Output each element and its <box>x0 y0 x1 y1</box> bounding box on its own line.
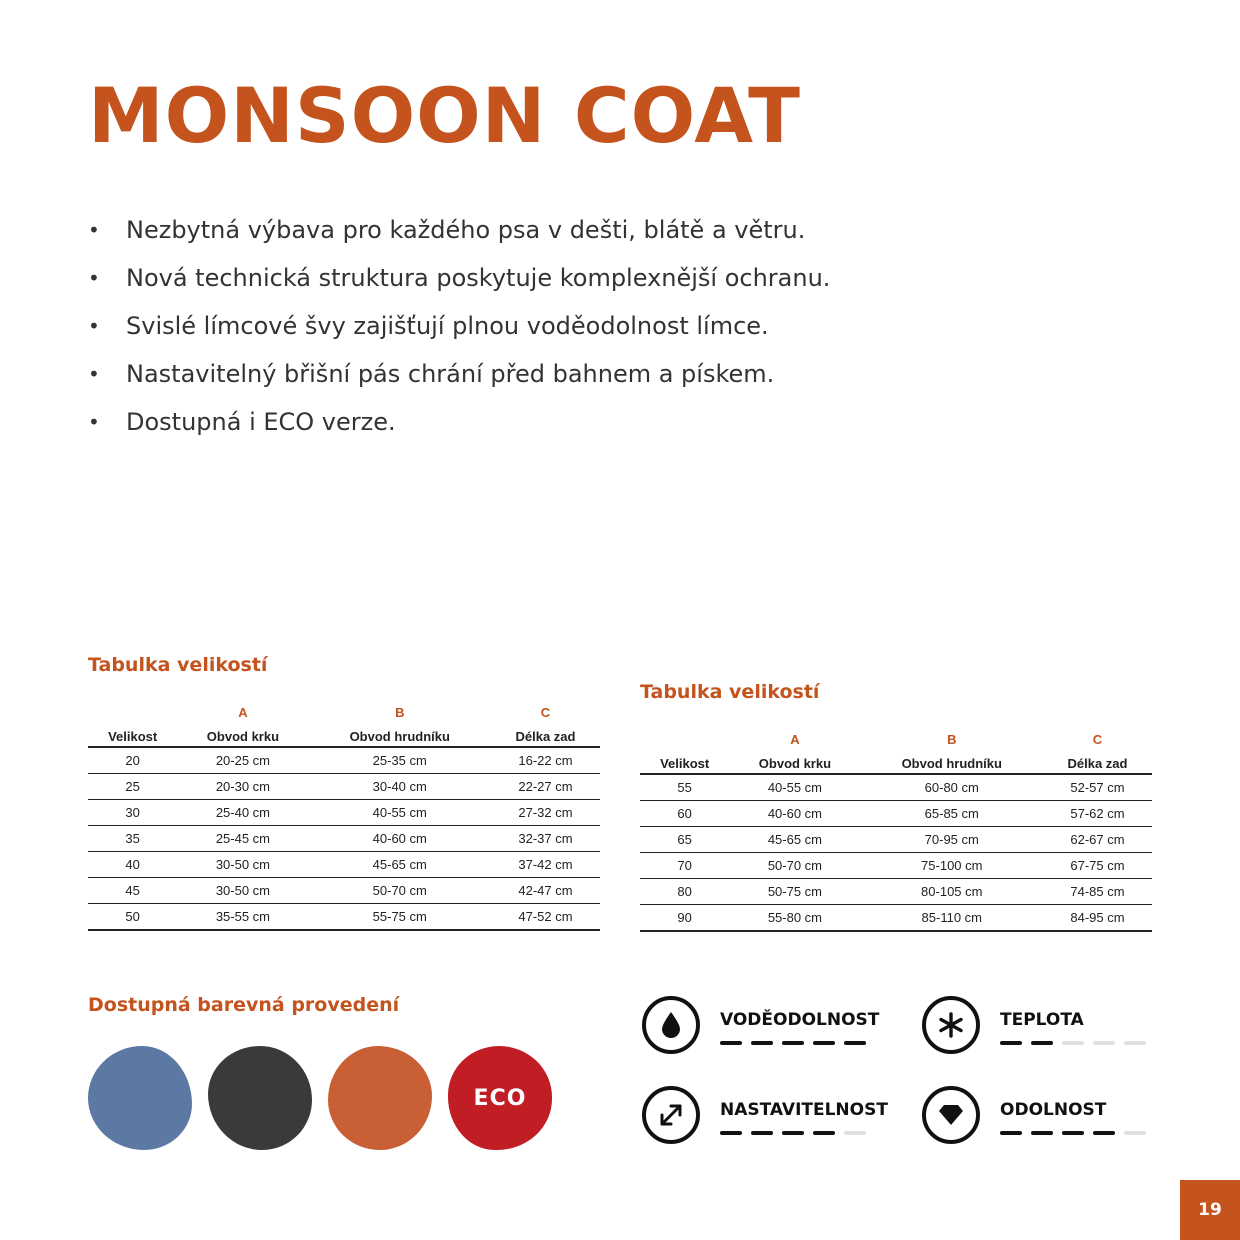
column-header: Obvod krku <box>729 747 860 774</box>
table-cell: 40-60 cm <box>729 801 860 827</box>
table-cell: 20 <box>88 747 177 774</box>
table-cell: 30-50 cm <box>177 878 308 904</box>
rating-segment-filled <box>720 1131 742 1135</box>
rating-segment-filled <box>1000 1131 1022 1135</box>
table-row <box>88 774 600 800</box>
column-header: Obvod krku <box>177 720 308 747</box>
rating-bar <box>1000 1131 1146 1135</box>
table-row <box>640 905 1152 932</box>
eco-label: ECO <box>473 1085 527 1111</box>
table-row <box>640 879 1152 905</box>
table-cell: 42-47 cm <box>491 878 600 904</box>
table-cell: 22-27 cm <box>491 774 600 800</box>
size-table-title: Tabulka velikostí <box>640 681 820 703</box>
water-drop-icon <box>642 996 700 1054</box>
table-cell: 25-40 cm <box>177 800 308 826</box>
table-cell: 84-95 cm <box>1043 905 1152 932</box>
rating-segment-empty <box>1062 1041 1084 1045</box>
rating-segment-filled <box>813 1041 835 1045</box>
color-swatch-red-eco[interactable] <box>448 1046 552 1150</box>
column-letter <box>88 702 177 720</box>
feature-item: • Svislé límcové švy zajišťují plnou voděodolnost límce. <box>88 302 830 350</box>
rating-segment-empty <box>1124 1131 1146 1135</box>
property-durability <box>920 1084 1160 1154</box>
table-cell: 30-50 cm <box>177 852 308 878</box>
table-cell: 75-100 cm <box>861 853 1043 879</box>
table-row <box>88 878 600 904</box>
rating-segment-filled <box>813 1131 835 1135</box>
rating-segment-filled <box>782 1041 804 1045</box>
table-row <box>640 827 1152 853</box>
table-cell: 30-40 cm <box>309 774 491 800</box>
feature-list <box>88 206 830 446</box>
page-title: MONSOON COAT <box>88 71 801 160</box>
table-cell: 80-105 cm <box>861 879 1043 905</box>
table-cell: 60-80 cm <box>861 774 1043 801</box>
table-cell: 52-57 cm <box>1043 774 1152 801</box>
rating-segment-filled <box>782 1131 804 1135</box>
table-cell: 45 <box>88 878 177 904</box>
table-cell: 55-75 cm <box>309 904 491 931</box>
table-row <box>640 774 1152 801</box>
rating-segment-filled <box>1062 1131 1084 1135</box>
column-letter: A <box>238 705 248 720</box>
column-letter: C <box>1092 732 1103 747</box>
property-label: ODOLNOST <box>1000 1100 1107 1120</box>
color-swatch-dark-gray[interactable] <box>208 1046 312 1150</box>
size-table-title: Tabulka velikostí <box>88 654 268 676</box>
table-row <box>88 747 600 774</box>
column-header: Obvod hrudníku <box>309 720 491 747</box>
column-letter: B <box>395 705 405 720</box>
size-table-large <box>640 729 1152 932</box>
table-cell: 25 <box>88 774 177 800</box>
size-table-small <box>88 702 600 931</box>
table-row <box>88 826 600 852</box>
rating-bar <box>720 1131 866 1135</box>
rating-segment-empty <box>1124 1041 1146 1045</box>
table-cell: 50 <box>88 904 177 931</box>
rating-segment-filled <box>751 1131 773 1135</box>
table-cell: 90 <box>640 905 729 932</box>
column-header: Obvod hrudníku <box>861 747 1043 774</box>
color-swatch-blue[interactable] <box>88 1046 192 1150</box>
table-cell: 55-80 cm <box>729 905 860 932</box>
resize-arrows-icon <box>642 1086 700 1144</box>
table-row <box>88 800 600 826</box>
rating-segment-filled <box>720 1041 742 1045</box>
rating-segment-filled <box>1031 1131 1053 1135</box>
feature-item: • Nová technická struktura poskytuje komplexnější ochranu. <box>88 254 830 302</box>
table-cell: 32-37 cm <box>491 826 600 852</box>
table-cell: 50-75 cm <box>729 879 860 905</box>
colors-title: Dostupná barevná provedení <box>88 994 400 1016</box>
property-adjustability <box>640 1084 888 1154</box>
column-letter: A <box>790 732 800 747</box>
table-cell: 47-52 cm <box>491 904 600 931</box>
feature-item: • Nezbytná výbava pro každého psa v dešti, blátě a větru. <box>88 206 830 254</box>
snowflake-icon <box>922 996 980 1054</box>
column-letter: B <box>947 732 957 747</box>
feature-item: • Dostupná i ECO verze. <box>88 398 830 446</box>
property-label: NASTAVITELNOST <box>720 1100 888 1120</box>
table-cell: 27-32 cm <box>491 800 600 826</box>
table-cell: 65-85 cm <box>861 801 1043 827</box>
color-swatch-orange[interactable] <box>328 1046 432 1150</box>
table-cell: 37-42 cm <box>491 852 600 878</box>
property-label: VODĚODOLNOST <box>720 1010 880 1030</box>
rating-segment-filled <box>751 1041 773 1045</box>
table-cell: 60 <box>640 801 729 827</box>
table-cell: 40-55 cm <box>309 800 491 826</box>
table-cell: 25-35 cm <box>309 747 491 774</box>
table-cell: 70-95 cm <box>861 827 1043 853</box>
table-row <box>640 853 1152 879</box>
table-cell: 50-70 cm <box>309 878 491 904</box>
table-cell: 45-65 cm <box>309 852 491 878</box>
table-cell: 85-110 cm <box>861 905 1043 932</box>
table-cell: 50-70 cm <box>729 853 860 879</box>
table-cell: 45-65 cm <box>729 827 860 853</box>
table-cell: 74-85 cm <box>1043 879 1152 905</box>
feature-item: • Nastavitelný břišní pás chrání před bahnem a pískem. <box>88 350 830 398</box>
table-cell: 55 <box>640 774 729 801</box>
table-row <box>640 801 1152 827</box>
property-waterproof <box>640 994 880 1064</box>
rating-bar <box>1000 1041 1146 1045</box>
column-letter: C <box>540 705 551 720</box>
rating-segment-empty <box>844 1131 866 1135</box>
rating-segment-filled <box>844 1041 866 1045</box>
page-number: 19 <box>1180 1180 1240 1240</box>
column-header: Délka zad <box>1043 747 1152 774</box>
table-cell: 35 <box>88 826 177 852</box>
rating-segment-empty <box>1093 1041 1115 1045</box>
table-row <box>88 852 600 878</box>
column-header: Velikost <box>640 747 729 774</box>
property-label: TEPLOTA <box>1000 1010 1084 1030</box>
color-swatches <box>88 1046 558 1152</box>
table-cell: 35-55 cm <box>177 904 308 931</box>
table-cell: 57-62 cm <box>1043 801 1152 827</box>
rating-segment-filled <box>1093 1131 1115 1135</box>
table-cell: 40-55 cm <box>729 774 860 801</box>
table-cell: 20-30 cm <box>177 774 308 800</box>
table-row <box>88 904 600 931</box>
table-cell: 65 <box>640 827 729 853</box>
column-header: Velikost <box>88 720 177 747</box>
rating-segment-filled <box>1031 1041 1053 1045</box>
rating-segment-filled <box>1000 1041 1022 1045</box>
table-cell: 40-60 cm <box>309 826 491 852</box>
table-cell: 67-75 cm <box>1043 853 1152 879</box>
column-letter <box>640 729 729 747</box>
rating-bar <box>720 1041 866 1045</box>
table-cell: 62-67 cm <box>1043 827 1152 853</box>
properties-panel <box>640 994 1160 1164</box>
table-cell: 40 <box>88 852 177 878</box>
table-cell: 70 <box>640 853 729 879</box>
table-cell: 25-45 cm <box>177 826 308 852</box>
table-cell: 30 <box>88 800 177 826</box>
property-temperature <box>920 994 1160 1064</box>
table-cell: 20-25 cm <box>177 747 308 774</box>
diamond-icon <box>922 1086 980 1144</box>
table-cell: 16-22 cm <box>491 747 600 774</box>
column-header: Délka zad <box>491 720 600 747</box>
table-cell: 80 <box>640 879 729 905</box>
